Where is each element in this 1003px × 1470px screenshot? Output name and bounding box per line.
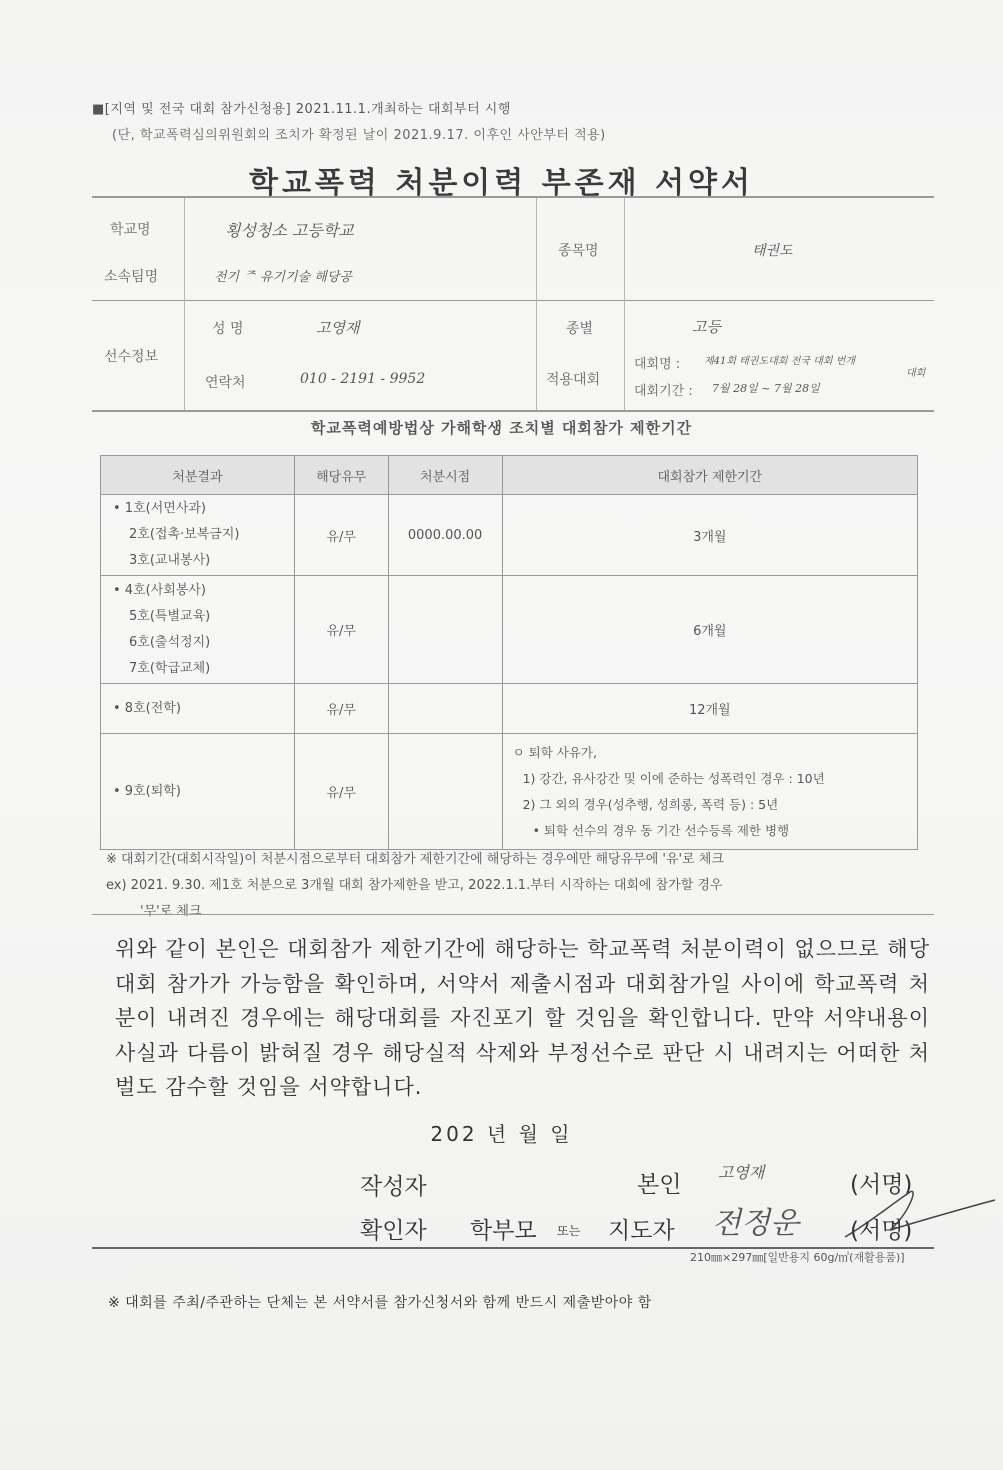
expulsion-note: ㅇ 퇴학 사유가, (512, 744, 597, 760)
disposition-date-cell: 0000.00.00 (388, 495, 502, 576)
pledge-date: 202 년 월 일 (430, 1122, 573, 1146)
restriction-period-cell: 12개월 (502, 684, 917, 734)
name-value: 고영재 (316, 319, 360, 337)
coach-signature: 전정운 (712, 1206, 799, 1241)
info-bottom-border (92, 410, 934, 412)
restriction-period-cell: 6개월 (502, 576, 917, 684)
school-value: 횡성청소 고등학교 (225, 221, 354, 240)
sign-mark-self: (서명) (850, 1172, 913, 1198)
name-label: 성 명 (212, 321, 244, 337)
info-divider (92, 300, 934, 301)
parent-label: 학부모 (470, 1218, 537, 1244)
table-note-example-cont: '무'로 체크 (140, 904, 202, 919)
notes-divider (92, 914, 934, 915)
info-vline (184, 198, 185, 410)
sport-value: 태권도 (752, 243, 793, 259)
header-notice: ■[지역 및 전국 대회 참가신청용] 2021.11.1.개최하는 대회부터 시행 (92, 102, 511, 117)
column-header: 해당유무 (294, 456, 388, 495)
table-header-row (101, 456, 918, 495)
measure-cell (101, 576, 295, 684)
table-row (101, 734, 918, 850)
competition-name-extra: 대회 (906, 368, 926, 379)
table-row (101, 576, 918, 684)
event-label: 종별 (566, 321, 594, 337)
competition-name-value: 제41회 태권도대회 전국 대회 번개 (704, 356, 856, 367)
measure-cell (101, 734, 295, 850)
pledge-paragraph: 위와 같이 본인은 대회참가 제한기간에 해당하는 학교폭력 처분이력이 없으므로 해당 대회 참가가 가능함을 확인하며, 서약서 제출시점과 대회참가일 사이에 학교폭력 처분이 내려진 경우에는 해당대회를 자진포기 할 것임을 확인합니다. 만약 서약내용이 사실과 다름이 밝혀질 경우 해당실적 삭제와 부정선수로 판단 시 내려지는 어떠한 처벌도 감수할 것임을 서약합니다. (115, 937, 930, 1099)
team-value: 전기 ᄌ 유기기술 해당공 (214, 270, 352, 285)
paper-spec: 210㎜×297㎜[일반용지 60g/㎡(재활용품)] (690, 1251, 905, 1264)
confirmer-label: 확인자 (360, 1218, 427, 1244)
coach-label: 지도자 (608, 1218, 675, 1244)
info-vline (624, 198, 625, 410)
contact-value: 010 - 2191 - 9952 (300, 371, 426, 387)
competition-period-value: 7월 28일 ~ 7월 28일 (712, 382, 820, 395)
measure-item: • 1호(서면사과) (113, 501, 207, 516)
sport-label: 종목명 (558, 243, 599, 259)
disposition-date-cell (388, 576, 502, 684)
competition-name-label: 대회명 : (634, 357, 681, 372)
contact-label: 연락처 (205, 375, 246, 391)
column-header: 대회참가 제한기간 (502, 456, 917, 495)
self-signature: 고영재 (718, 1163, 765, 1182)
measure-item: • 9호(퇴학) (113, 783, 181, 799)
team-label: 소속팀명 (104, 269, 159, 285)
disposition-date-cell (388, 734, 502, 850)
expulsion-note: • 퇴학 선수의 경우 동 기간 선수등록 제한 병행 (532, 822, 790, 838)
self-label: 본인 (637, 1172, 682, 1198)
applicability-cell: 유/무 (294, 684, 388, 734)
footer-notice: ※ 대회를 주최/주관하는 단체는 본 서약서를 참가신청서와 함께 반드시 제출받아야 함 (108, 1295, 652, 1311)
table-note-example: ex) 2021. 9.30. 제1호 처분으로 3개월 대회 참가제한을 받고, 2022.1.1.부터 시작하는 대회에 참가할 경우 (106, 878, 723, 893)
column-header: 처분시점 (388, 456, 502, 495)
measure-item: 6호(출석정지) (129, 634, 211, 650)
restriction-table (100, 455, 918, 850)
disposition-date-cell (388, 684, 502, 734)
table-row (101, 684, 918, 734)
competition-label: 적용대회 (546, 372, 601, 388)
competition-period-label: 대회기간 : (634, 384, 693, 399)
applicability-cell: 유/무 (294, 495, 388, 576)
header-subnotice: (단, 학교폭력심의위원회의 조치가 확정된 날이 2021.9.17. 이후인 사안부터 적용) (112, 128, 606, 143)
restriction-period-cell: 3개월 (502, 495, 917, 576)
measure-item: 3호(교내봉사) (129, 553, 211, 568)
table-note: ※ 대회기간(대회시작일)이 처분시점으로부터 대회참가 제한기간에 해당하는 경우에만 해당유무에 '유'로 체크 (106, 852, 724, 867)
athlete-label: 선수정보 (104, 349, 159, 365)
info-vline (536, 198, 537, 410)
restriction-period-cell (502, 734, 917, 850)
measure-item: • 4호(사회봉사) (113, 582, 207, 598)
measure-item: • 8호(전학) (113, 700, 181, 716)
column-header: 처분결과 (101, 456, 295, 495)
measure-cell (101, 684, 295, 734)
table-row (101, 495, 918, 576)
school-label: 학교명 (110, 222, 151, 238)
measure-item: 5호(특별교육) (129, 608, 211, 624)
document-title: 학교폭력 처분이력 부존재 서약서 (248, 166, 755, 201)
measure-item: 7호(학급교체) (129, 660, 211, 676)
applicability-cell: 유/무 (294, 734, 388, 850)
sign-mark-coach: (서명) (850, 1218, 913, 1244)
applicability-cell: 유/무 (294, 576, 388, 684)
measure-item: 2호(접촉·보복금지) (129, 527, 240, 542)
or-label: 또는 (557, 1224, 581, 1238)
restriction-subtitle: 학교폭력예방법상 가해학생 조치별 대회참가 제한기간 (310, 419, 693, 437)
expulsion-note: 1) 강간, 유사강간 및 이에 준하는 성폭력인 경우 : 10년 (522, 770, 825, 786)
event-value: 고등 (692, 318, 721, 336)
expulsion-note: 2) 그 외의 경우(성추행, 성희롱, 폭력 등) : 5년 (522, 796, 779, 812)
writer-label: 작성자 (360, 1174, 427, 1200)
signature-stroke (840, 1182, 1000, 1252)
measure-cell (101, 495, 295, 576)
info-top-border (92, 196, 934, 198)
